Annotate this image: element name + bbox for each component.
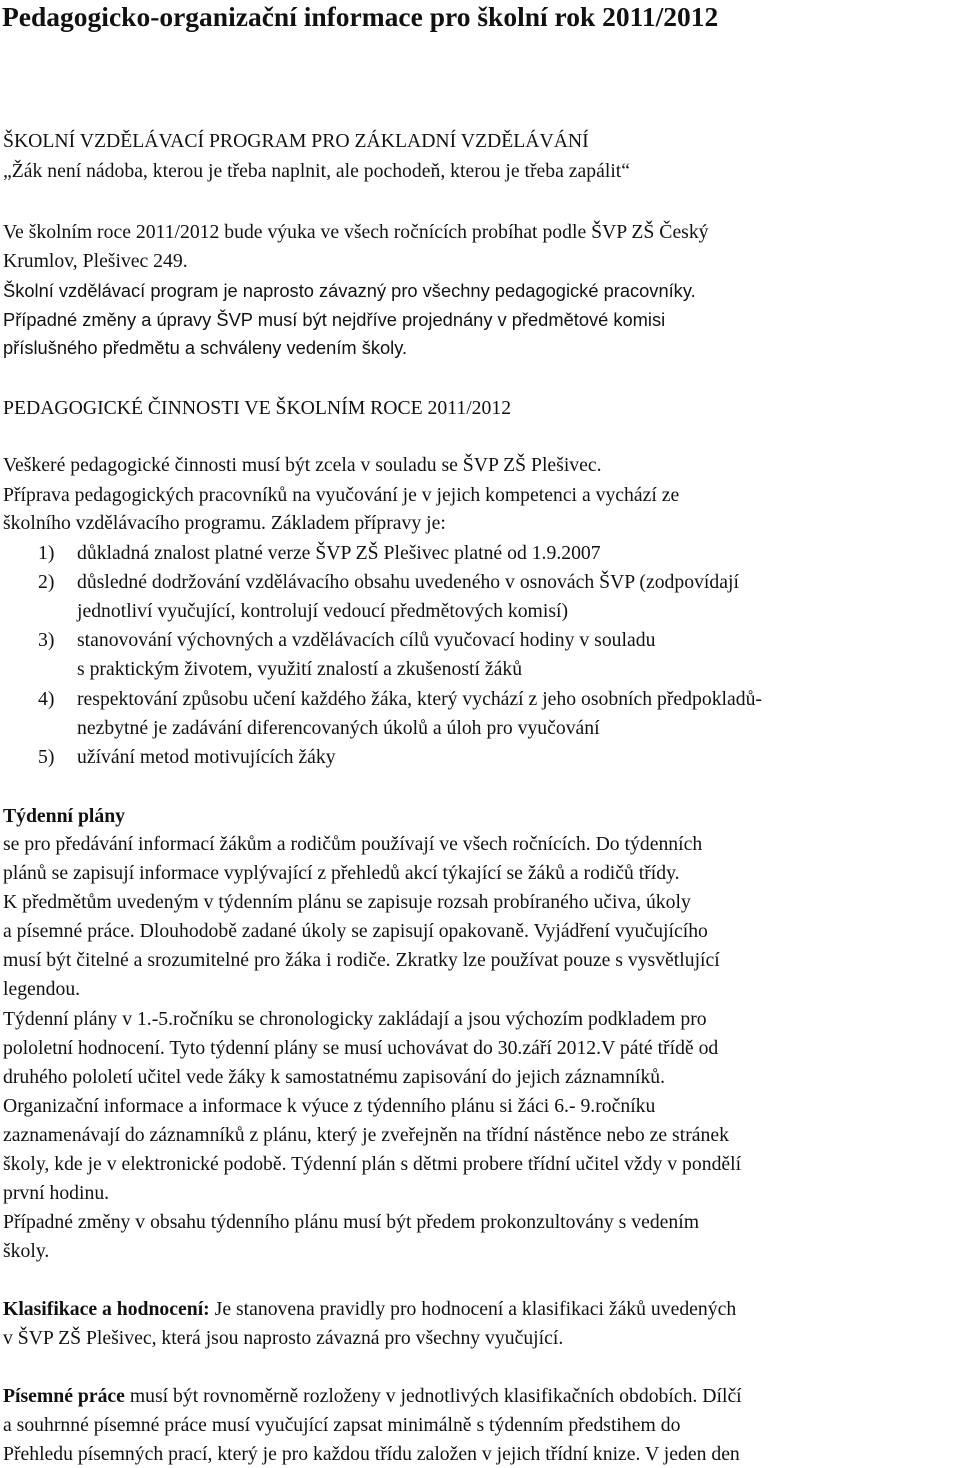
- weekly-line: pololetní hodnocení. Tyto týdenní plány se musí uchovávat do 30.září 2012.V páté třídě od: [3, 1037, 719, 1059]
- weekly-line: Případné změny v obsahu týdenního plánu musí být předem prokonzultovány s vedením: [3, 1211, 700, 1233]
- list-item-text: užívání metod motivujících žáky: [77, 746, 336, 768]
- classification-heading: Klasifikace a hodnocení:: [3, 1298, 210, 1320]
- weekly-line: zaznamenávají do záznamníků z plánu, který je zveřejněn na třídní nástěnce nebo ze stránek: [3, 1124, 729, 1146]
- activities-paragraph-1: Veškeré pedagogické činnosti musí být zcela v souladu se ŠVP ZŠ Plešivec.: [3, 454, 602, 476]
- written-line-1: [3, 1383, 742, 1409]
- svp-motto: „Žák není nádoba, kterou je třeba naplnit, ale pochodeň, kterou je třeba zapálit“: [3, 160, 630, 182]
- classification-line-1: [3, 1296, 736, 1322]
- weekly-line: a písemné práce. Dlouhodobě zadané úkoly se zapisují opakovaně. Vyjádření vyučujícího: [3, 920, 708, 942]
- written-heading: Písemné práce: [3, 1385, 125, 1407]
- written-text: musí být rovnoměrně rozloženy v jednotlivých klasifikačních obdobích. Dílčí: [124, 1385, 742, 1407]
- written-line-3: Přehledu písemných prací, který je pro každou třídu založen v jejich třídní knize. V jeden den: [3, 1443, 740, 1465]
- svp-heading: ŠKOLNÍ VZDĚLÁVACÍ PROGRAM PRO ZÁKLADNÍ VZDĚLÁVÁNÍ: [3, 130, 589, 152]
- list-item-number: 2): [38, 571, 55, 593]
- weekly-line: Týdenní plány v 1.-5.ročníku se chronologicky zakládají a jsou výchozím podkladem pro: [3, 1008, 707, 1030]
- weekly-line: legendou.: [3, 978, 81, 1000]
- classification-line-2: v ŠVP ZŠ Plešivec, která jsou naprosto závazná pro všechny vyučující.: [3, 1327, 564, 1349]
- weekly-line: první hodinu.: [3, 1182, 110, 1204]
- list-item-text: jednotliví vyučující, kontrolují vedoucí předmětových komisí): [77, 600, 569, 622]
- list-item-text: stanovování výchovných a vzdělávacích cílů vyučovací hodiny v souladu: [77, 629, 656, 651]
- activities-heading: PEDAGOGICKÉ ČINNOSTI VE ŠKOLNÍM ROCE 2011/2012: [3, 397, 512, 419]
- page-title: Pedagogicko-organizační informace pro školní rok 2011/2012: [2, 1, 719, 32]
- svp-paragraph-1-line-1: Ve školním roce 2011/2012 bude výuka ve všech ročnících probíhat podle ŠVP ZŠ Český: [3, 221, 709, 243]
- written-line-2: a souhrnné písemné práce musí vyučující zapsat minimálně s týdenním předstihem do: [3, 1414, 681, 1436]
- list-item-number: 4): [38, 688, 55, 710]
- list-item-number: 1): [38, 542, 55, 564]
- activities-paragraph-2-line-2: školního vzdělávacího programu. Základem přípravy je:: [3, 512, 446, 534]
- weekly-line: musí být čitelné a srozumitelné pro žáka i rodiče. Zkratky lze používat pouze s vysvětlující: [3, 949, 720, 971]
- weekly-heading: Týdenní plány: [3, 805, 126, 827]
- list-item-number: 3): [38, 629, 55, 651]
- weekly-line: druhého pololetí učitel vede žáky k samostatnému zapisování do jejich záznamníků.: [3, 1066, 666, 1088]
- list-item-text: důkladná znalost platné verze ŠVP ZŠ Plešivec platné od 1.9.2007: [77, 542, 601, 564]
- classification-text: Je stanovena pravidly pro hodnocení a klasifikaci žáků uvedených: [209, 1298, 737, 1320]
- list-item-text: respektování způsobu učení každého žáka, který vychází z jeho osobních předpokladů-: [77, 688, 762, 710]
- weekly-line: školy.: [3, 1240, 50, 1262]
- svp-paragraph-2: Školní vzdělávací program je naprosto závazný pro všechny pedagogické pracovníky.: [3, 280, 696, 301]
- weekly-line: se pro předávání informací žákům a rodičům používají ve všech ročnících. Do týdenních: [3, 833, 703, 855]
- svp-paragraph-1-line-2: Krumlov, Plešivec 249.: [3, 250, 188, 272]
- list-item-text: důsledné dodržování vzdělávacího obsahu uvedeného v osnovách ŠVP (zodpovídají: [77, 571, 739, 593]
- svp-paragraph-3-line-1: Případné změny a úpravy ŠVP musí být nejdříve projednány v předmětové komisi: [3, 309, 666, 330]
- svp-paragraph-3-line-2: příslušného předmětu a schváleny vedením školy.: [3, 337, 408, 358]
- weekly-line: školy, kde je v elektronické podobě. Týdenní plán s dětmi probere třídní učitel vždy v pondělí: [3, 1153, 742, 1175]
- list-item-number: 5): [38, 746, 55, 768]
- weekly-line: plánů se zapisují informace vyplývající z přehledů akcí týkající se žáků a rodičů třídy.: [3, 862, 680, 884]
- list-item-text: s praktickým životem, využití znalostí a zkušeností žáků: [77, 658, 523, 680]
- weekly-line: K předmětům uvedeným v týdenním plánu se zapisuje rozsah probíraného učiva, úkoly: [3, 891, 691, 913]
- activities-paragraph-2-line-1: Příprava pedagogických pracovníků na vyučování je v jejich kompetenci a vychází ze: [3, 484, 680, 506]
- weekly-line: Organizační informace a informace k výuce z týdenního plánu si žáci 6.- 9.ročníku: [3, 1095, 656, 1117]
- list-item-text: nezbytné je zadávání diferencovaných úkolů a úloh pro vyučování: [77, 717, 600, 739]
